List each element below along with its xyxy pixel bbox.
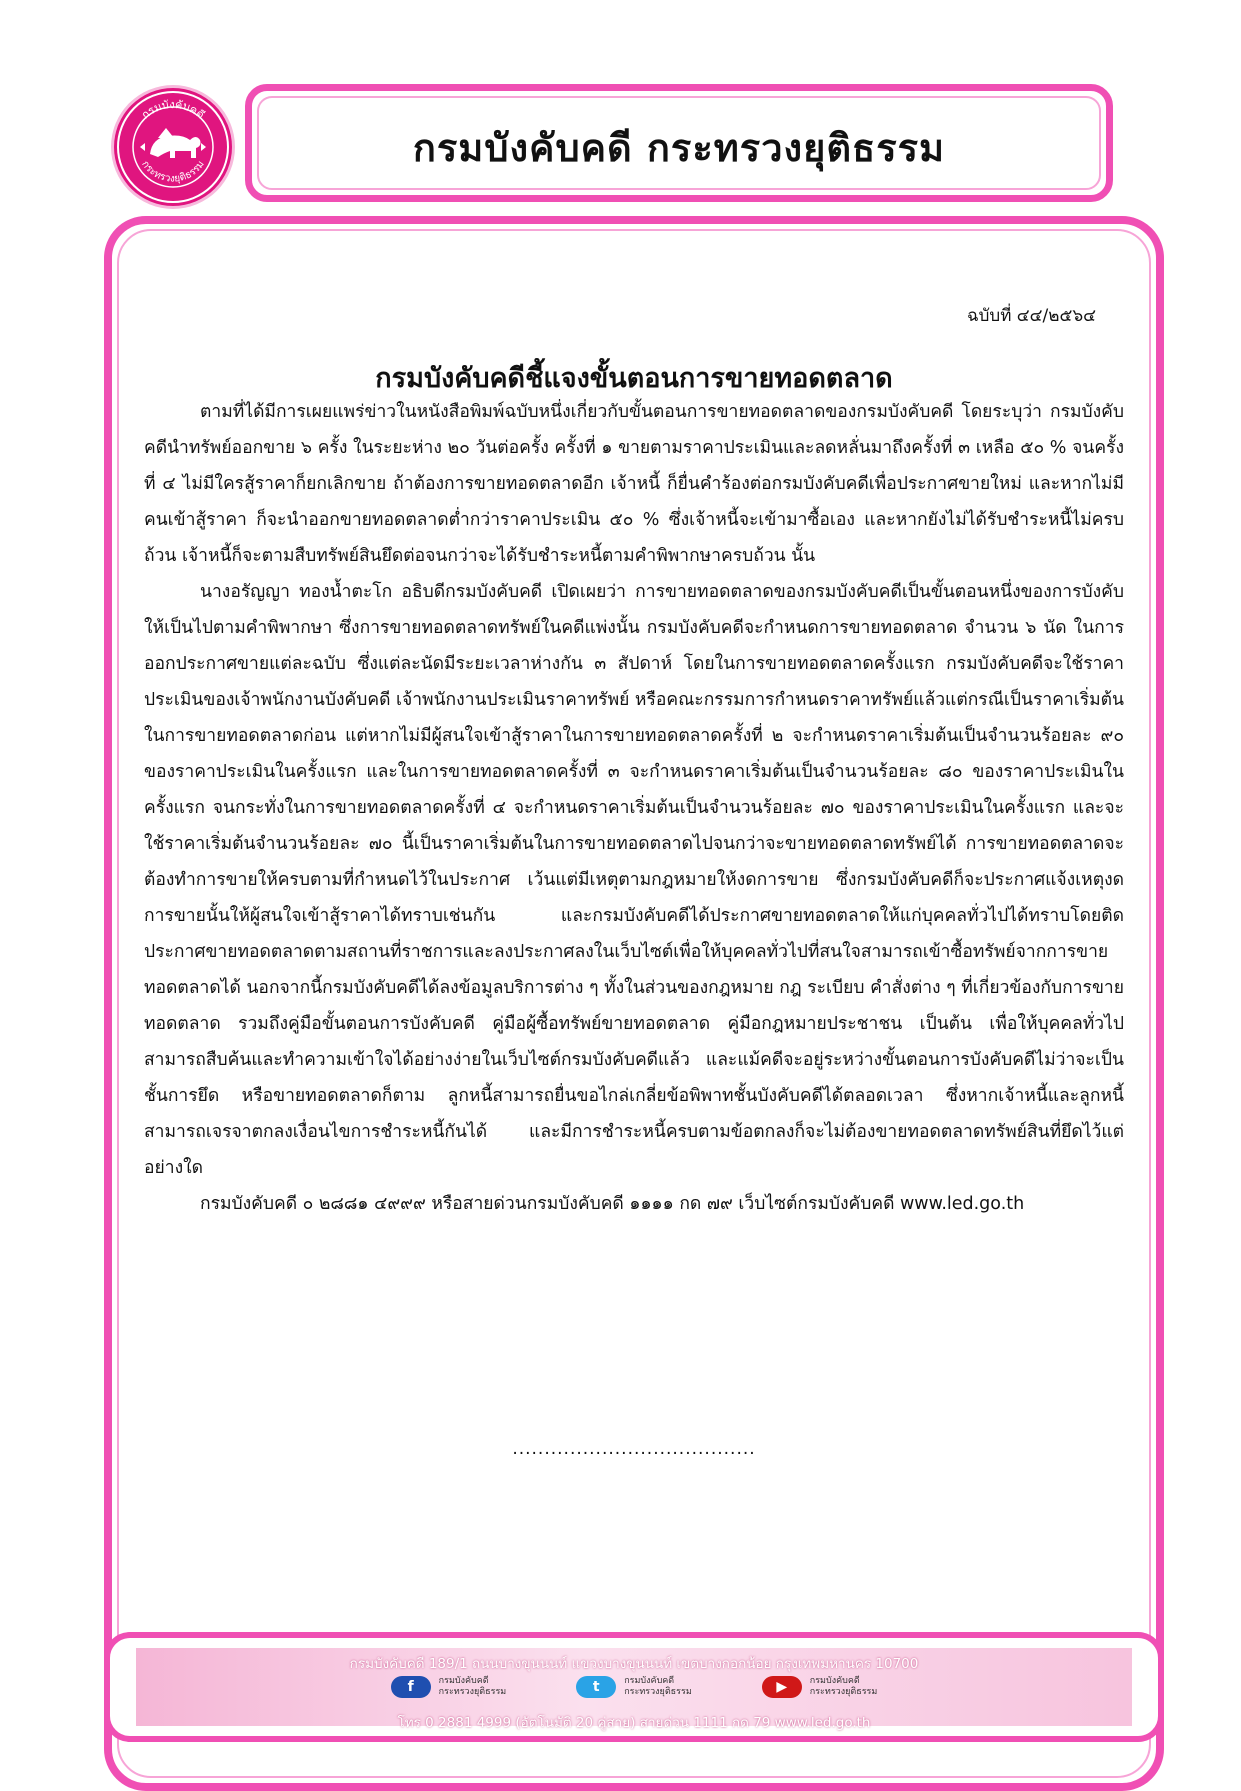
page-title: กรมบังคับคดี กระทรวงยุติธรรม [412, 126, 946, 170]
social-facebook-label: กรมบังคับคดี กระทรวงยุติธรรม [438, 1676, 507, 1697]
seal-graphic [114, 88, 232, 206]
facebook-icon: f [391, 1676, 431, 1698]
document-frame [104, 216, 1164, 1791]
document-title: กรมบังคับคดีชี้แจงขั้นตอนการขายทอดตลาด [375, 363, 893, 394]
body-paragraph-contact: กรมบังคับคดี ๐ ๒๘๘๑ ๔๙๙๙ หรือสายด่วนกรมบังคับคดี ๑๑๑๑ กด ๗๙ เว็บไซต์กรมบังคับคดี www.led.go.th [200, 1194, 1025, 1214]
document-body [144, 394, 1124, 1222]
social-twitter-label: กรมบังคับคดี กระทรวงยุติธรรม [624, 1676, 692, 1697]
department-seal-logo [114, 88, 232, 206]
header-banner [245, 84, 1113, 202]
seal-top-text: กรมบังคับคดี [138, 97, 208, 122]
social-youtube[interactable] [762, 1676, 878, 1698]
seal-bottom-text: กระทรวงยุติธรรม [139, 159, 207, 185]
footer-address: กรมบังคับคดี 189/1 ถนนบางขุนนนท์ แขวงบางขุนนนท์ เขตบางกอกน้อย กรุงเทพมหานคร 10700 [349, 1656, 919, 1672]
twitter-icon: t [576, 1676, 616, 1698]
social-facebook[interactable] [391, 1676, 507, 1698]
social-links [136, 1676, 1132, 1698]
footer-banner [104, 1632, 1164, 1742]
youtube-icon: ▶ [762, 1676, 802, 1698]
document-number: ฉบับที่ ๔๔/๒๕๖๔ [967, 306, 1096, 326]
end-of-document-mark: ...................................... [512, 1439, 756, 1459]
footer-contact: โทร 0 2881 4999 (อัตโนมัติ 20 คู่สาย) สายด่วน 1111 กด 79 www.led.go.th [397, 1715, 871, 1731]
social-youtube-label: กรมบังคับคดี กระทรวงยุติธรรม [809, 1676, 878, 1697]
social-twitter[interactable] [576, 1676, 692, 1698]
body-paragraph-1: ตามที่ได้มีการเผยแพร่ข่าวในหนังสือพิมพ์ฉบับหนึ่งเกี่ยวกับขั้นตอนการขายทอดตลาดของกรมบังคับคดี โดยระบุว่า กรมบังคับคดีนำทรัพย์ออกขาย ๖ ครั้ง ในระยะห่าง ๒๐ วันต่อครั้ง ครั้งที่ ๑ ขายตามราคาประเมินและลดหลั่นมาถึงครั้งที่ ๓ เหลือ ๕๐ % จนครั้งที่ ๔ ไม่มีใครสู้ราคาก็ยกเลิกขาย ถ้าต้องการขายทอดตลาดอีก เจ้าหนี้ ก็ยื่นคำร้องต่อกรมบังคับคดีเพื่อประกาศขายใหม่ และหากไม่มีคนเข้าสู้ราคา ก็จะนำออกขายทอดตลาดต่ำกว่าราคาประเมิน ๕๐ % ซึ่งเจ้าหนี้จะเข้ามาซื้อเอง และหากยังไม่ได้รับชำระหนี้ไม่ครบถ้วน เจ้าหนี้ก็จะตามสืบทรัพย์สินยึดต่อจนกว่าจะได้รับชำระหนี้ตามคำพิพากษาครบถ้วน นั้น [144, 402, 1124, 566]
body-paragraph-2: นางอรัญญา ทองน้ำตะโก อธิบดีกรมบังคับคดี เปิดเผยว่า การขายทอดตลาดของกรมบังคับคดีเป็นขั้นตอนหนึ่งของการบังคับให้เป็นไปตามคำพิพากษา ซึ่งการขายทอดตลาดทรัพย์ในคดีแพ่งนั้น กรมบังคับคดีจะกำหนดการขายทอดตลาด จำนวน ๖ นัด ในการออกประกาศขายแต่ละฉบับ ซึ่งแต่ละนัดมีระยะเวลาห่างกัน ๓ สัปดาห์ โดยในการขายทอดตลาดครั้งแรก กรมบังคับคดีจะใช้ราคาประเมินของเจ้าพนักงานบังคับคดี เจ้าพนักงานประเมินราคาทรัพย์ หรือคณะกรรมการกำหนดราคาทรัพย์แล้วแต่กรณีเป็นราคาเริ่มต้นในการขายทอดตลาดก่อน แต่หากไม่มีผู้สนใจเข้าสู้ราคาในการขายทอดตลาดครั้งที่ ๒ จะกำหนดราคาเริ่มต้นเป็นจำนวนร้อยละ ๙๐ ของราคาประเมินในครั้งแรก และในการขายทอดตลาดครั้งที่ ๓ จะกำหนดราคาเริ่มต้นเป็นจำนวนร้อยละ ๘๐ ของราคาประเมินในครั้งแรก จนกระทั่งในการขายทอดตลาดครั้งที่ ๔ จะกำหนดราคาเริ่มต้นเป็นจำนวนร้อยละ ๗๐ ของราคาประเมินในครั้งแรก และจะใช้ราคาเริ่มต้นจำนวนร้อยละ ๗๐ นี้เป็นราคาเริ่มต้นในการขายทอดตลาดไปจนกว่าจะขายทอดตลาดทรัพย์ได้ การขายทอดตลาดจะต้องทำการขายให้ครบตามที่กำหนดไว้ในประกาศ เว้นแต่มีเหตุตามกฎหมายให้งดการขาย ซึ่งกรมบังคับคดีก็จะประกาศแจ้งเหตุงดการขายนั้นให้ผู้สนใจเข้าสู้ราคาได้ทราบเช่นกัน และกรมบังคับคดีได้ประกาศขายทอดตลาดให้แก่บุคคลทั่วไปได้ทราบโดยติดประกาศขายทอดตลาดตามสถานที่ราชการและลงประกาศลงในเว็บไซต์เพื่อให้บุคคลทั่วไปที่สนใจสามารถเข้าซื้อทรัพย์จากการขายทอดตลาดได้ นอกจากนี้กรมบังคับคดีได้ลงข้อมูลบริการต่าง ๆ ทั้งในส่วนของกฎหมาย กฎ ระเบียบ คำสั่งต่าง ๆ ที่เกี่ยวข้องกับการขายทอดตลาด รวมถึงคู่มือขั้นตอนการบังคับคดี คู่มือผู้ซื้อทรัพย์ขายทอดตลาด คู่มือกฎหมายประชาชน เป็นต้น เพื่อให้บุคคลทั่วไปสามารถสืบค้นและทำความเข้าใจได้อย่างง่ายในเว็บไซต์กรมบังคับคดีแล้ว และแม้คดีจะอยู่ระหว่างขั้นตอนการบังคับคดีไม่ว่าจะเป็นชั้นการยึด หรือขายทอดตลาดก็ตาม ลูกหนี้สามารถยื่นขอไกล่เกลี่ยข้อพิพาทชั้นบังคับคดีได้ตลอดเวลา ซึ่งหากเจ้าหนี้และลูกหนี้สามารถเจรจาตกลงเงื่อนไขการชำระหนี้กันได้ และมีการชำระหนี้ครบตามข้อตกลงก็จะไม่ต้องขายทอดตลาดทรัพย์สินที่ยึดไว้แต่อย่างใด [144, 582, 1124, 1178]
footer-band [136, 1648, 1132, 1731]
